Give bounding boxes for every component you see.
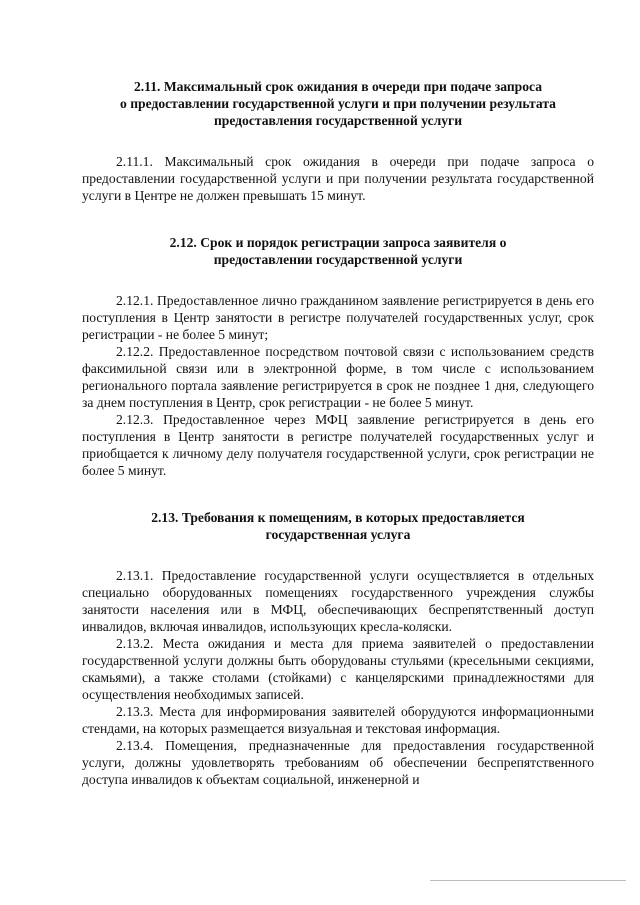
paragraph-2-12-2: 2.12.2. Предоставленное посредством почтовой связи с использованием средств факсимильной связи или в электронной форме, в том числе с использованием регионального портала заявление регистрируется в срок не позднее 1 дня, следующего за днем поступления в Центр, срок регистрации - не более 5 минут. [82, 344, 594, 410]
paragraph-2-12-3: 2.12.3. Предоставленное через МФЦ заявление регистрируется в день его поступления в Центр занятости в регистре получателей государственных услуг и приобщается к личному делу получателя государственной услуги, срок регистрации не более 5 минут. [82, 412, 594, 478]
heading-line: предоставлении государственной услуги [213, 252, 463, 267]
paragraph-2-13-1: 2.13.1. Предоставление государственной услуги осуществляется в отдельных специально оборудованных помещениях государственного учреждения службы занятости населения или в МФЦ, обеспечивающих беспрепятственный доступ инвалидов, включая инвалидов, использующих кресла-коляски. [82, 568, 594, 634]
heading-line: предоставления государственной услуги [213, 113, 463, 128]
document-page [82, 78, 594, 788]
heading-line: о предоставлении государственной услуги и при получении результата [120, 96, 556, 111]
heading-line: 2.12. Срок и порядок регистрации запроса заявителя о [169, 235, 507, 250]
section-2-12-heading [82, 234, 594, 268]
heading-line: 2.11. Максимальный срок ожидания в очереди при подаче запроса [133, 79, 543, 94]
section-2-11-heading [82, 78, 594, 129]
paragraph-2-12-1: 2.12.1. Предоставленное лично гражданином заявление регистрируется в день его поступления в Центр занятости в регистре получателей государственных услуг, срок регистрации - не более 5 минут; [82, 293, 594, 342]
paragraph-2-13-4: 2.13.4. Помещения, предназначенные для предоставления государственной услуги, должны удовлетворять требованиям об обеспечении беспрепятственного доступа инвалидов к объектам социальной, инженерной и [82, 738, 594, 787]
section-2-13-heading [82, 509, 594, 543]
heading-line: государственная услуга [265, 527, 411, 542]
heading-line: 2.13. Требования к помещениям, в которых предоставляется [151, 510, 525, 525]
paragraph-2-11-1: 2.11.1. Максимальный срок ожидания в очереди при подаче запроса о предоставлении государственной услуги и при получении результата государственной услуги в Центре не должен превышать 15 минут. [82, 154, 594, 203]
paragraph-2-13-2: 2.13.2. Места ожидания и места для приема заявителей о предоставлении государственной услуги должны быть оборудованы стульями (кресельными секциями, скамьями), а также столами (стойками) с канцелярскими принадлежностями для осуществления необходимых записей. [82, 636, 594, 702]
paragraph-2-13-3: 2.13.3. Места для информирования заявителей оборудуются информационными стендами, на которых размещается визуальная и текстовая информация. [82, 704, 594, 736]
scan-artifact-line [430, 880, 626, 881]
